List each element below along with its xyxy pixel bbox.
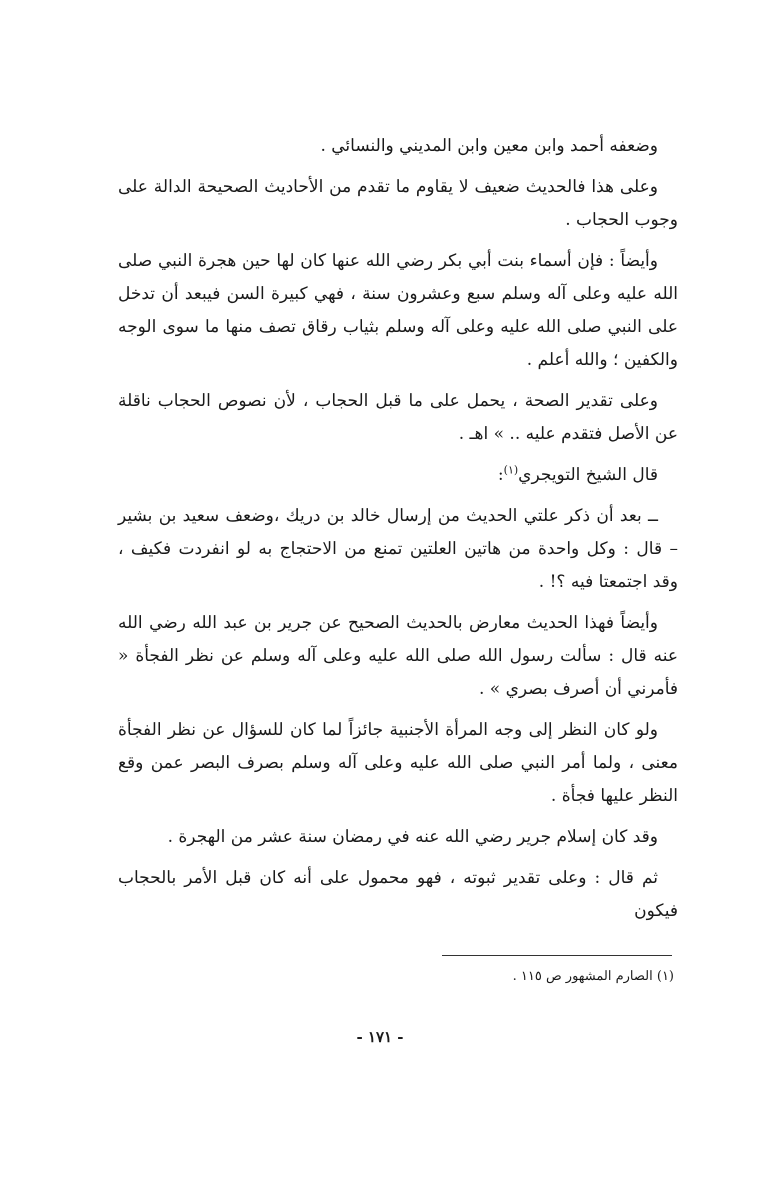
quote-heading-text: قال الشيخ التويجري (518, 465, 658, 485)
paragraph-8: وقد كان إسلام جرير رضي الله عنه في رمضان سنة عشر من الهجرة . (167, 827, 658, 847)
paragraph-3: وأيضاً : فإن أسماء بنت أبي بكر رضي الله عنها كان لها حين هجرة النبي صلى الله عليه وعلى آله وسلم سبع وعشرون سنة ، فهي كبيرة السن فيبعد أن تدخل على النبي صلى الله عليه وعلى آله وسلم بثياب رقاق تصف منها ما سوى الوجه والكفين ؛ والله أعلم . (118, 251, 678, 370)
page-body (118, 130, 678, 936)
footnote-divider (442, 955, 672, 956)
quote-heading (118, 459, 678, 492)
paragraph-4: وعلى تقدير الصحة ، يحمل على ما قبل الحجاب ، لأن نصوص الحجاب ناقلة عن الأصل فتقدم عليه .. » اهـ . (118, 391, 678, 444)
paragraph-7: ولو كان النظر إلى وجه المرأة الأجنبية جائزاً لما كان للسؤال عن نظر الفجأة معنى ، ولما أمر النبي صلى الله عليه وعلى آله وسلم بصرف البصر عمن وقع النظر عليها فجأة . (118, 720, 678, 806)
quote-heading-suffix: : (497, 465, 504, 485)
footnote-reference[interactable]: (١) (503, 463, 519, 477)
paragraph-2: وعلى هذا فالحديث ضعيف لا يقاوم ما تقدم من الأحاديث الصحيحة الدالة على وجوب الحجاب . (118, 177, 678, 230)
page-number: - ١٧١ - (356, 1028, 404, 1046)
paragraph-5: ــ بعد أن ذكر علتي الحديث من إرسال خالد بن دريك ،وضعف سعيد بن بشير – قال : وكل واحدة من هاتين العلتين تمنع من الاحتجاج به لو انفردت فكيف ، وقد اجتمعتا فيه ؟! . (118, 506, 678, 592)
footnote: (١) الصارم المشهور ص ١١٥ . (512, 969, 674, 984)
paragraph-9: ثم قال : وعلى تقدير ثبوته ، فهو محمول على أنه كان قبل الأمر بالحجاب فيكون (118, 868, 678, 921)
paragraph-1: وضعفه أحمد وابن معين وابن المديني والنسائي . (320, 136, 658, 156)
paragraph-6: وأيضاً فهذا الحديث معارض بالحديث الصحيح عن جرير بن عبد الله رضي الله عنه قال : سألت رسول الله صلى الله عليه وعلى آله وسلم عن نظر الفجأة « فأمرني أن أصرف بصري » . (118, 613, 678, 699)
